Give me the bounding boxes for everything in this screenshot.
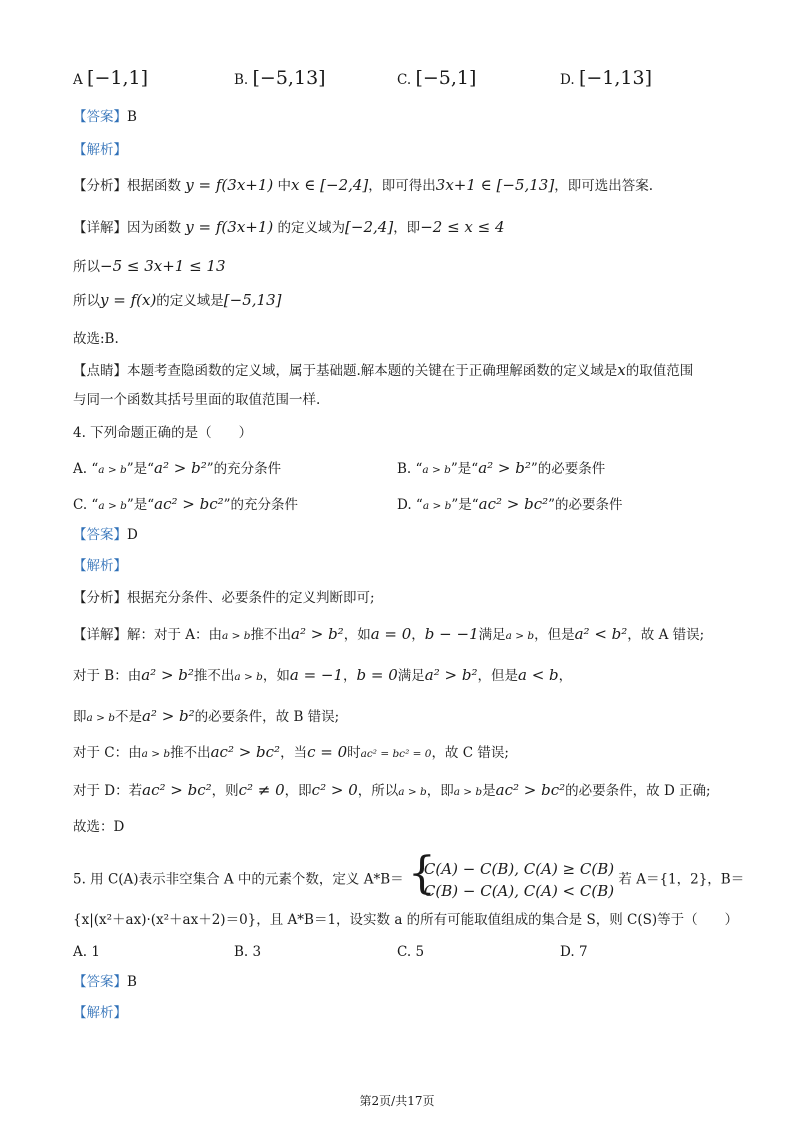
q4-option-a: A. “a > b”是“a² > b²”的充分条件 <box>73 459 282 477</box>
q3-analysis-tag: 【解析】 <box>73 142 127 158</box>
page-footer: 第2页/共17页 <box>359 1094 435 1108</box>
answer-tag: 【答案】 <box>73 109 127 125</box>
q3-option-c: C. [−5,1] <box>397 67 477 89</box>
q4-option-b: B. “a > b”是“a² > b²”的必要条件 <box>397 459 606 477</box>
q4-detail-b: 对于 B：由a² > b²推不出a > b，如a = −1，b = 0满足a² > b²，但是a < b， <box>73 666 573 684</box>
q3-xiangjie: 【详解】因为函数 y = f(3x+1) 的定义域为[−2,4]，即−2 ≤ x ≤ 4 <box>73 218 505 236</box>
q3-so-line-1: 所以−5 ≤ 3x+1 ≤ 13 <box>73 257 226 275</box>
answer-tag: 【答案】 <box>73 527 127 543</box>
q3-choose: 故选:B. <box>73 331 119 347</box>
q3-answer: 【答案】B <box>73 109 137 125</box>
q4-stem: 4. 下列命题正确的是（ ） <box>73 425 253 441</box>
q5-analysis-tag: 【解析】 <box>73 1005 127 1021</box>
q4-detail-d: 对于 D：若ac² > bc²，则c² ≠ 0，即c² > 0，所以a > b，即a > b是ac² > bc²的必要条件，故 D 正确; <box>73 781 711 799</box>
q4-fenxi: 【分析】根据充分条件、必要条件的定义判断即可; <box>73 590 375 606</box>
q4-option-d: D. “a > b”是“ac² > bc²”的必要条件 <box>397 495 623 513</box>
q5-option-c: C. 5 <box>397 944 425 960</box>
q3-so-line-2: 所以y = f(x)的定义域是[−5,13] <box>73 291 282 309</box>
q5-option-d: D. 7 <box>560 944 588 960</box>
answer-tag: 【答案】 <box>73 974 127 990</box>
q3-option-b: B. [−5,13] <box>234 67 326 89</box>
q3-option-d: D. [−1,13] <box>560 67 652 89</box>
q4-detail-b2: 即a > b不是a² > b²的必要条件，故 B 错误; <box>73 707 340 725</box>
q5-stem-1: 5. 用 C(A)表示非空集合 A 中的元素个数，定义 A*B＝ { C(A) − C(B), C(A) ≥ C(B) C(B) − C(A), C(A) < C(B) 若 A＝{1，2}，B＝ <box>73 848 745 900</box>
q3-dianjing-1: 【点睛】本题考查隐函数的定义域，属于基础题.解本题的关键在于正确理解函数的定义域是x的取值范围 <box>73 361 694 379</box>
q4-choose: 故选：D <box>73 819 125 835</box>
q5-option-b: B. 3 <box>234 944 262 960</box>
piecewise-definition: { C(A) − C(B), C(A) ≥ C(B) C(B) − C(A), C(A) < C(B) <box>407 848 615 900</box>
q4-analysis-tag: 【解析】 <box>73 558 127 574</box>
q5-answer: 【答案】B <box>73 974 137 990</box>
q4-detail-a: 【详解】解：对于 A：由a > b推不出a² > b²，如a = 0，b − −1满足a > b，但是a² < b²，故 A 错误; <box>73 625 705 643</box>
q3-option-a: A [−1,1] <box>73 67 149 89</box>
q5-stem-3: {x|(x²＋ax)·(x²＋ax＋2)＝0}，且 A*B＝1，设实数 a 的所有可能取值组成的集合是 S，则 C(S)等于（ ） <box>73 912 739 928</box>
q4-option-c: C. “a > b”是“ac² > bc²”的充分条件 <box>73 495 299 513</box>
q3-dianjing-2: 与同一个函数其括号里面的取值范围一样. <box>73 392 321 408</box>
q4-detail-c: 对于 C：由a > b推不出ac² > bc²，当c = 0时ac² = bc² = 0，故 C 错误; <box>73 743 509 761</box>
q3-fenxi: 【分析】根据函数 y = f(3x+1) 中x ∈ [−2,4]，即可得出3x+1 ∈ [−5,13]，即可选出答案. <box>73 176 654 194</box>
q5-option-a: A. 1 <box>73 944 100 960</box>
q4-answer: 【答案】D <box>73 527 138 543</box>
